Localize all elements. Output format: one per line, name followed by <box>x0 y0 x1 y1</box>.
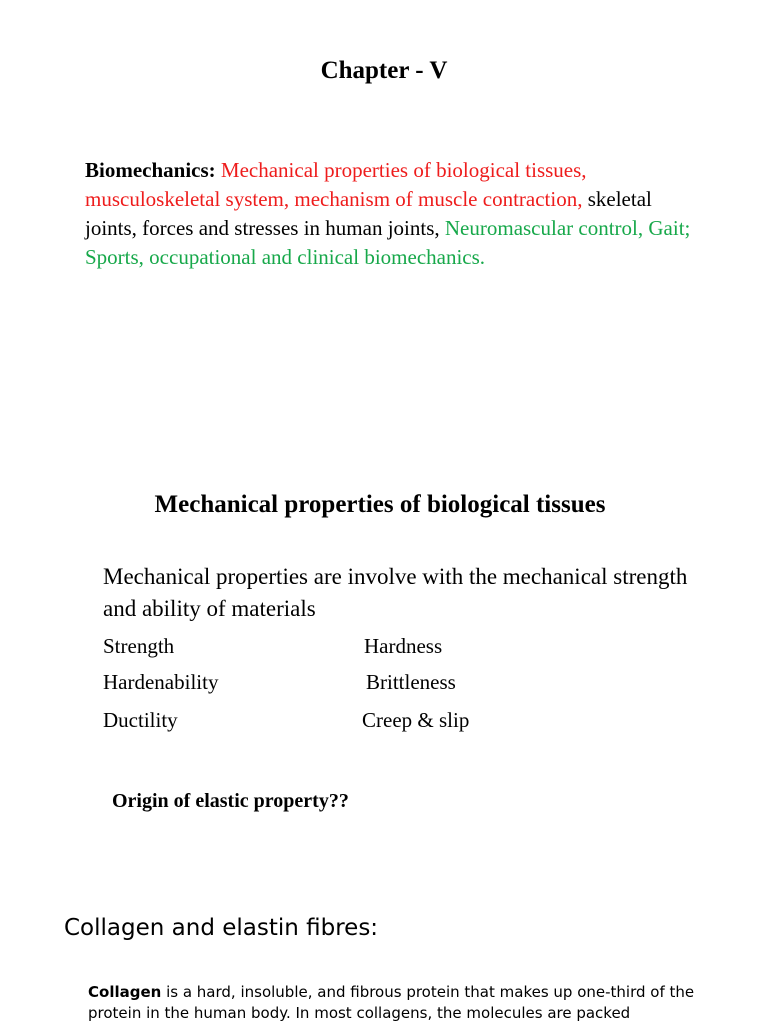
property-hardness: Hardness <box>364 634 443 658</box>
intro-green-text: Neuromascular control, Gait; Sports, occupational and clinical biomechanics. <box>85 216 691 269</box>
property-creep-slip: Creep & slip <box>362 708 470 732</box>
property-strength: Strength <box>103 634 175 658</box>
intro-red-text: Mechanical properties of biological tissues, musculoskeletal system, mechanism of muscle contraction, <box>85 158 587 211</box>
section-paragraph: Mechanical properties are involve with the mechanical strength and ability of materials <box>103 564 688 621</box>
intro-black-text: skeletal joints, forces and stresses in human joints, <box>85 187 652 240</box>
property-hardenability: Hardenability <box>103 670 219 694</box>
collagen-paragraph <box>88 982 698 1024</box>
collagen-bold-word: Collagen <box>88 983 162 1001</box>
property-ductility: Ductility <box>103 708 178 732</box>
collagen-text: is a hard, insoluble, and fibrous protein that makes up one-third of the protein in the human body. In most collagens, the molecules are packed <box>88 983 695 1022</box>
biomechanics-label: Biomechanics: <box>85 158 216 182</box>
origin-question: Origin of elastic property?? <box>112 790 349 812</box>
property-brittleness: Brittleness <box>366 670 456 694</box>
collagen-heading: Collagen and elastin fibres: <box>64 915 379 941</box>
section-heading: Mechanical properties of biological tissues <box>154 491 606 518</box>
chapter-title: Chapter - V <box>320 57 448 84</box>
biomechanics-intro <box>85 156 705 272</box>
